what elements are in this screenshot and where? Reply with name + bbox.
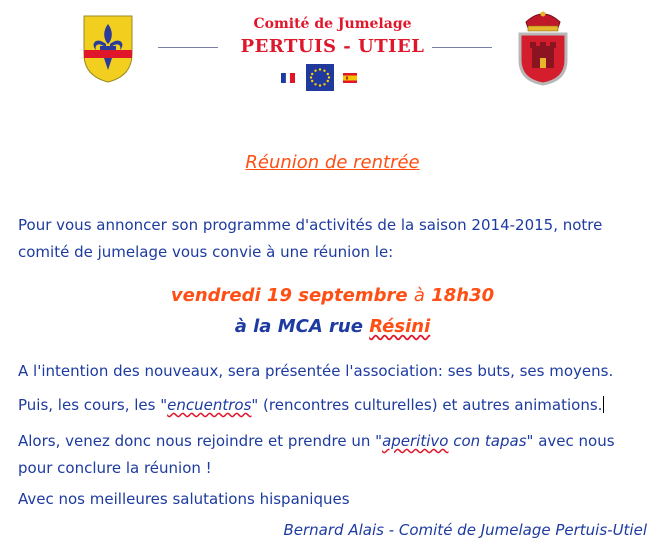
france-flag-icon <box>281 73 295 83</box>
meeting-title: Réunion de rentrée <box>245 152 420 173</box>
meeting-date-line <box>0 285 665 306</box>
invite-before: Alors, venez donc nous rejoindre et prendre un " <box>18 432 383 450</box>
courses-paragraph <box>18 392 650 419</box>
utiel-crest-icon <box>516 8 570 86</box>
meeting-time: 18h30 <box>431 285 495 306</box>
date-at-word: à <box>413 285 425 306</box>
spain-flag-icon <box>343 73 357 83</box>
place-prefix: à la MCA rue <box>234 316 363 337</box>
invite-after: " avec nous pour conclure la réunion ! <box>18 432 615 477</box>
invitation-paragraph <box>18 428 650 482</box>
courses-before: Puis, les cours, les " <box>18 396 168 414</box>
place-street: Résini <box>369 316 431 337</box>
meeting-date: vendredi 19 septembre <box>170 285 408 306</box>
con-tapas-words: con tapas <box>448 432 527 450</box>
newcomers-paragraph: A l'intention des nouveaux, sera présentée l'association: ses buts, ses moyens. <box>18 362 614 380</box>
signature: Bernard Alais - Comité de Jumelage Pertuis-Utiel <box>283 521 647 539</box>
encuentros-word: encuentros <box>167 396 252 414</box>
meeting-place-line <box>0 316 665 337</box>
twin-towns: PERTUIS - UTIEL <box>240 36 425 57</box>
text-cursor <box>603 396 604 413</box>
closing-line: Avec nos meilleures salutations hispaniques <box>18 490 350 508</box>
committee-name: Comité de Jumelage <box>253 16 412 32</box>
aperitivo-word: aperitivo <box>382 432 449 450</box>
eu-flag-icon <box>306 64 334 91</box>
intro-paragraph: Pour vous annoncer son programme d'activités de la saison 2014-2015, notre comité de jumelage vous convie à une réunion le: <box>18 216 603 261</box>
letterhead <box>0 0 665 100</box>
courses-after: " (rencontres culturelles) et autres animations. <box>251 396 603 414</box>
